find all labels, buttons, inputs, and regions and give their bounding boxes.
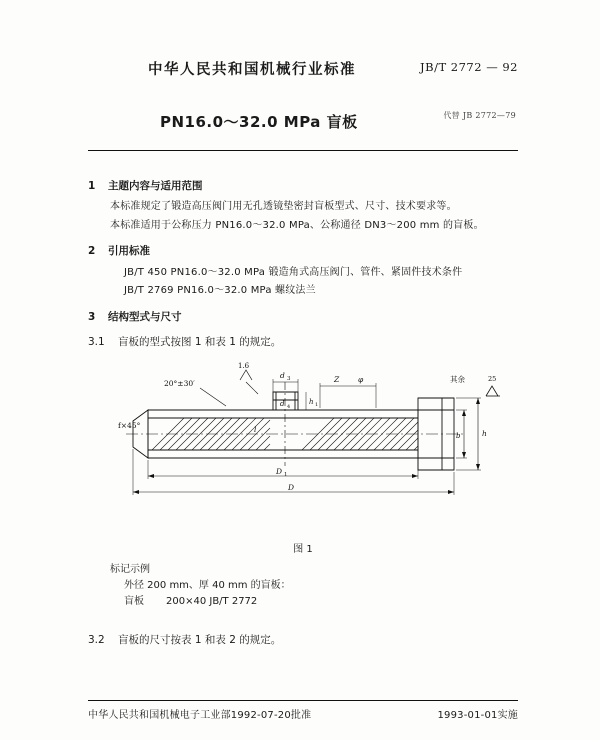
label-surface-note: 1.6: [238, 362, 250, 370]
label-D1-sub: 1: [284, 472, 288, 478]
document-body: [88, 168, 518, 354]
footer-approval: 中华人民共和国机械电子工业部1992-07-20批准: [88, 710, 312, 721]
footer-effective-date: 1993-01-01实施: [437, 710, 518, 721]
subsection-3-2: [88, 632, 518, 647]
section-heading-1: [88, 178, 518, 194]
label-D1: D: [276, 467, 283, 476]
label-phi: φ: [358, 375, 364, 384]
section-heading-3: [88, 309, 518, 325]
section-1-para-1: 本标准规定了锻造高压阀门用无孔透镜垫密封盲板型式、尺寸、技术要求等。: [110, 201, 457, 213]
label-D: D: [288, 483, 295, 492]
label-l: l: [254, 425, 257, 434]
marking-example: [88, 562, 518, 610]
figure-caption: 图 1: [293, 544, 313, 555]
label-roughness-value: 25: [488, 375, 497, 383]
section-number-2: 2: [88, 245, 96, 258]
marking-line-2: [124, 594, 518, 610]
label-roughness-other: 其余: [450, 375, 465, 384]
marking-line-1-text: 外径 200 mm、厚 40 mm 的盲板：: [124, 580, 291, 591]
marking-line-1: [124, 578, 518, 594]
standard-code: JB/T 2772 — 92: [420, 60, 518, 74]
label-z: Z: [334, 375, 340, 384]
section-title-3: 结构型式与尺寸: [108, 310, 182, 323]
label-h: h: [482, 429, 487, 438]
section-heading-2: [88, 243, 518, 259]
page-title: PN16.0～32.0 MPa 盲板: [160, 113, 358, 131]
section-title-2: 引用标准: [108, 245, 150, 258]
blind-plate-drawing-svg: [88, 348, 518, 538]
label-d3: d: [280, 371, 285, 380]
replaces-note: 代替 JB 2772—79: [443, 111, 516, 120]
subsection-text-3-2: 盲板的尺寸按表 1 和表 2 的规定。: [118, 634, 282, 646]
marking-line-2-label: 盲板: [124, 596, 144, 607]
label-h1-sub: 1: [315, 402, 319, 408]
technical-drawing: [88, 348, 518, 538]
label-d3-sub: 3: [287, 376, 291, 382]
section-number-1: 1: [88, 180, 96, 192]
section-2-ref-1: JB/T 450 PN16.0～32.0 MPa 锻造角式高压阀门、管件、紧固件技术条件: [124, 266, 463, 278]
label-d4: d: [280, 400, 285, 408]
marking-line-2-text: 200×40 JB/T 2772: [166, 596, 258, 607]
subsection-number-3-2: 3.2: [88, 634, 105, 646]
label-h1: h: [309, 398, 314, 406]
section-1-para-2: 本标准适用于公称压力 PN16.0～32.0 MPa、公称通径 DN3～200 mm 的盲板。: [110, 219, 484, 231]
organization-title: 中华人民共和国机械行业标准: [148, 62, 356, 78]
label-d4-sub: 4: [287, 404, 291, 410]
subsection-text-3-1: 盲板的型式按图 1 和表 1 的规定。: [118, 335, 282, 348]
marking-heading: 标记示例: [110, 564, 150, 575]
section-title-1: 主题内容与适用范围: [108, 180, 203, 192]
header-divider: [88, 150, 518, 151]
subsection-number-3-1: 3.1: [88, 335, 105, 348]
label-angle: 20°±30′: [164, 379, 195, 388]
section-2-ref-2: JB/T 2769 PN16.0～32.0 MPa 螺纹法兰: [124, 285, 316, 297]
label-chamfer: f×45°: [118, 421, 141, 430]
section-number-3: 3: [88, 310, 96, 323]
label-b: b: [456, 432, 461, 440]
footer-divider: [88, 700, 518, 701]
boss-outline: [273, 392, 298, 410]
document-header: [88, 58, 518, 132]
